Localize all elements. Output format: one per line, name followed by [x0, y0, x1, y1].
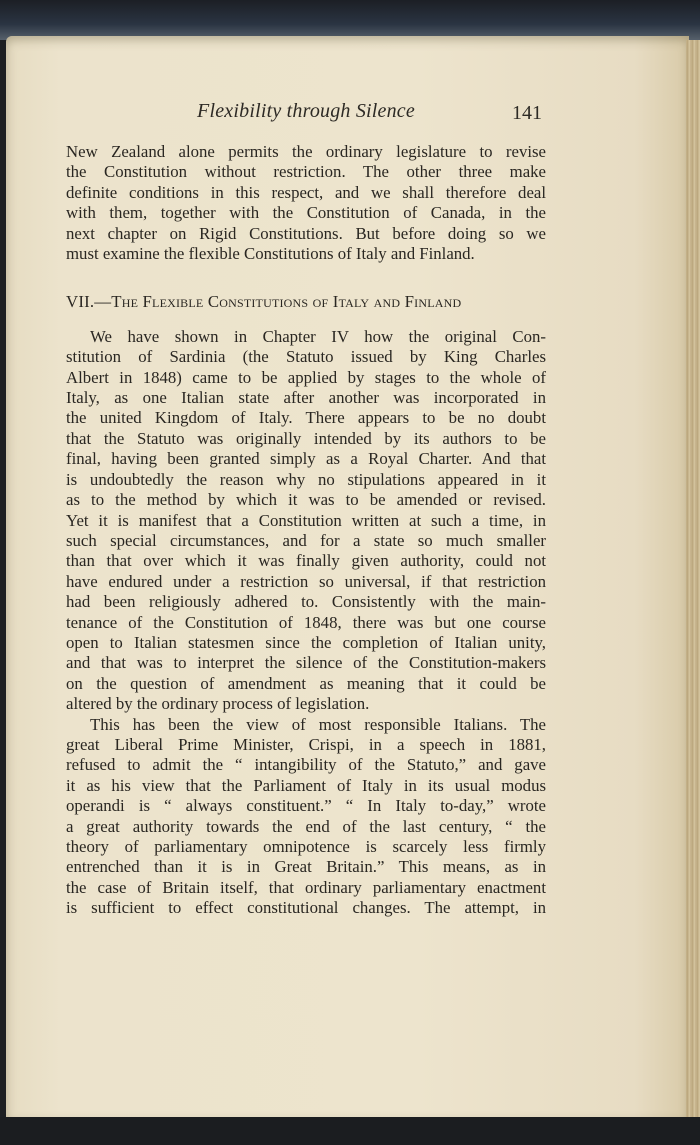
text-line: theory of parliamentary omnipotence is scarcely less firmly [66, 837, 546, 856]
text-line: is sufficient to effect constitutional changes. The attempt, in [66, 898, 546, 918]
scan-background-top [0, 0, 700, 40]
body-text [66, 142, 546, 919]
text-line: altered by the ordinary process of legislation. [66, 694, 370, 714]
text-line: We have shown in Chapter IV how the original Con- [90, 326, 546, 346]
text-line: must examine the flexible Constitutions of Italy and Finland. [66, 244, 475, 264]
running-title: Flexibility through Silence [197, 100, 415, 122]
text-line: Italy, as one Italian state after another was incorporated in [66, 388, 546, 408]
page-header [66, 100, 546, 130]
page-edge-stack [686, 40, 700, 1120]
text-line: entrenched than it is in Great Britain.” This means, as in [66, 857, 546, 877]
text-line: on the question of amendment as meaning that it could be [66, 673, 546, 693]
text-line: the case of Britain itself, that ordinary parliamentary enactment [66, 877, 546, 897]
text-line: operandi is “ always constituent.” “ In Italy to-day,” wrote [66, 796, 546, 816]
text-line: final, having been granted simply as a Royal Charter. And that [66, 449, 546, 469]
text-line: with them, together with the Constitution of Canada, in the [66, 203, 546, 223]
text-line: This has been the view of most responsible Italians. The [90, 714, 546, 734]
text-line: Yet it is manifest that a Constitution written at such a time, in [66, 510, 546, 530]
text-line: New Zealand alone permits the ordinary legislature to revise [66, 142, 546, 161]
text-line: as to the method by which it was to be amended or revised. [66, 490, 546, 510]
text-line: the united Kingdom of Italy. There appears to be no doubt [66, 408, 546, 428]
text-line: definite conditions in this respect, and we shall therefore deal [66, 182, 546, 202]
text-line: great Liberal Prime Minister, Crispi, in a speech in 1881, [66, 734, 546, 754]
text-line: had been religiously adhered to. Consistently with the main- [66, 592, 546, 612]
text-line: a great authority towards the end of the last century, “ the [66, 816, 546, 836]
scan-background-bottom [0, 1117, 700, 1145]
paragraph-intro [66, 142, 546, 264]
paragraph-statuto [66, 327, 546, 715]
paragraph-crispi [66, 715, 546, 919]
text-line: next chapter on Rigid Constitutions. But before doing so we [66, 223, 546, 243]
text-line: it as his view that the Parliament of Italy in its usual modus [66, 775, 546, 795]
text-line: have endured under a restriction so universal, if that restriction [66, 571, 546, 591]
text-line: such special circumstances, and for a state so much smaller [66, 530, 546, 550]
text-line: refused to admit the “ intangibility of the Statuto,” and gave [66, 755, 546, 775]
text-line: stitution of Sardinia (the Statuto issued by King Charles [66, 347, 546, 367]
text-line: tenance of the Constitution of 1848, there was but one course [66, 612, 546, 632]
text-line: is undoubtedly the reason why no stipulations appeared in it [66, 469, 546, 489]
text-line: the Constitution without restriction. The other three make [66, 162, 546, 182]
text-line: than that over which it was finally given authority, could not [66, 551, 546, 571]
page-number: 141 [512, 102, 542, 124]
text-line: and that was to interpret the silence of the Constitution-makers [66, 653, 546, 673]
text-line: open to Italian statesmen since the completion of Italian unity, [66, 632, 546, 652]
section-heading: VII.—The Flexible Constitutions of Italy and Finland [66, 292, 462, 312]
text-line: that the Statuto was originally intended by its authors to be [66, 428, 546, 448]
text-line: Albert in 1848) came to be applied by stages to the whole of [66, 367, 546, 387]
